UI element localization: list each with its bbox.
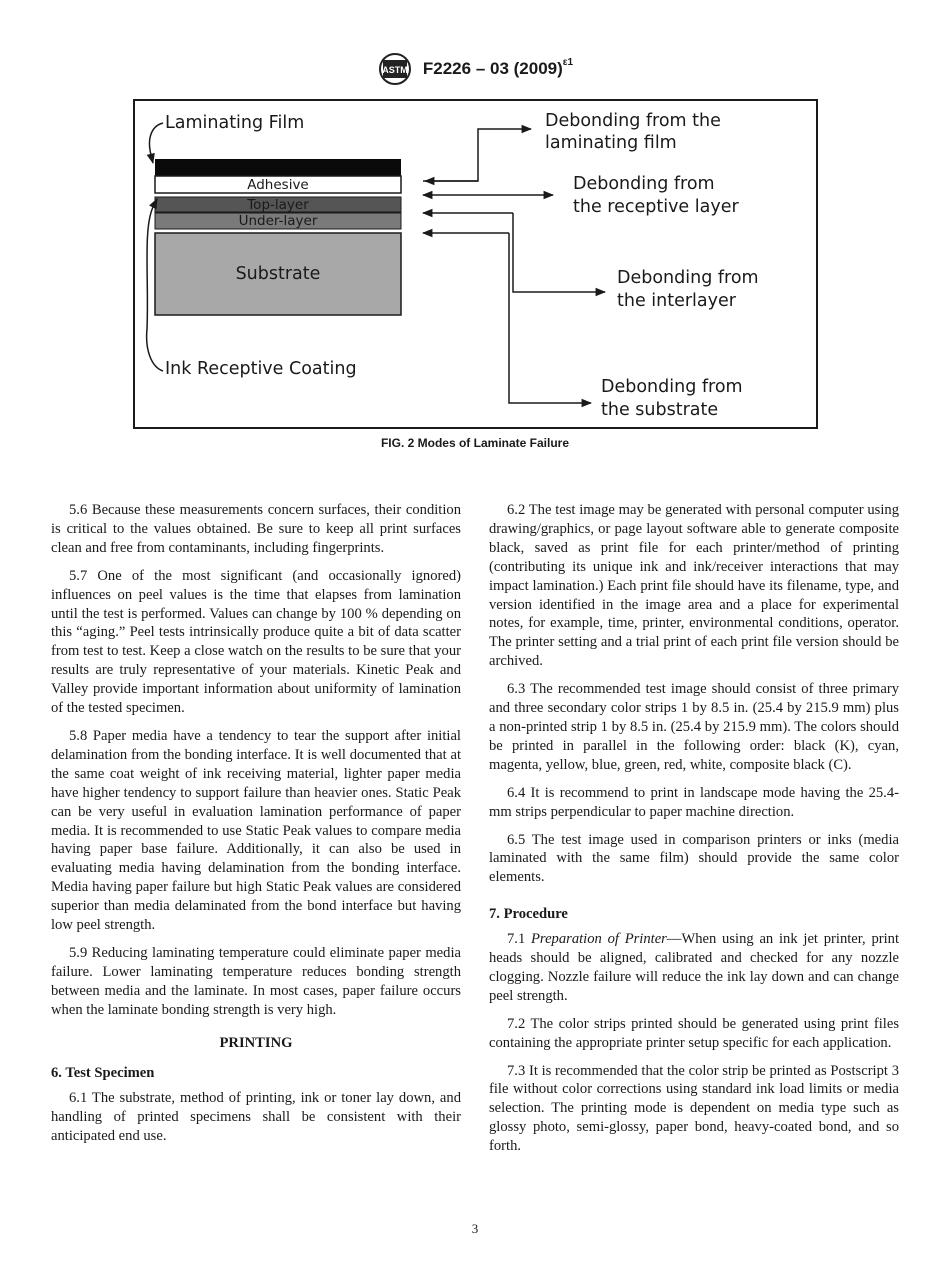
- label-adhesive: Adhesive: [247, 177, 309, 193]
- heading-printing: PRINTING: [219, 1034, 293, 1051]
- page-number: 3: [471, 1221, 479, 1236]
- label-debond-inter-line2: the interlayer: [617, 291, 736, 311]
- paragraph-5-6: 5.6 Because these measurements concern surfaces, their condition is critical to the values obtained. Be sure to keep all print surfaces clean and free from contaminants, including fingerprints.: [51, 502, 461, 556]
- heading-test-specimen: 6. Test Specimen: [51, 1065, 155, 1082]
- epsilon-superscript: ε1: [562, 57, 574, 69]
- left-column: [51, 501, 461, 1155]
- debond-inter-arrow-right: [513, 213, 605, 292]
- label-under-layer: Under-layer: [238, 213, 318, 229]
- astm-logo-icon: [377, 52, 413, 86]
- laminating-film-pointer: [150, 123, 164, 163]
- page-header: [0, 52, 950, 86]
- figure-caption: FIG. 2 Modes of Laminate Failure: [380, 436, 570, 450]
- laminating-film-layer: [155, 159, 401, 176]
- paragraph-7-1-number: 7.1: [507, 931, 532, 948]
- document-designation: F2226 – 03 $(2009)^{\varepsilon 1}$: [422, 57, 574, 78]
- label-debond-receptive-line2: the receptive layer: [573, 197, 739, 217]
- right-column: [489, 501, 899, 1165]
- paragraph-6-2: 6.2 The test image may be generated with personal computer using drawing/graphics, or page layout software able to generate composite black, saved as print file for each printer/method of printing (contributing its unique ink and ink/receiver interactions that may impact lamination.) Each print file should have its filename, type, and version identified in the image area and a place for experimental notes, for example, time, printer, environmental conditions, operator. The printer setting and a trial print of each print file version should be archived.: [489, 502, 899, 670]
- paragraph-7-1-title: Preparation of Printer: [531, 931, 667, 948]
- paragraph-7-1-text: —When using an ink jet printer, print heads should be aligned, calibrated and checked for any nozzle clogging. Nozzle failure will reduce the ink lay down and can change peel strength.: [489, 931, 900, 1004]
- label-top-layer: Top-layer: [247, 197, 309, 213]
- svg-text:ASTM: ASTM: [382, 65, 408, 75]
- paragraph-7-3: 7.3 It is recommended that the color strip be printed as Postscript 3 file without color corrections using standard ink load limits or media selection. The printing mode is dependent on media type such as glossy photo, semi-glossy, paper bond, heavy-coated bond, and so forth.: [489, 1062, 899, 1155]
- label-debond-inter-line1: Debonding from: [617, 268, 759, 288]
- paragraph-5-9: 5.9 Reducing laminating temperature could eliminate paper media failure. Lower laminating temperature reduces bonding strength between media and the laminate. In most cases, paper failure occurs when the laminate bonding strength is very high.: [51, 944, 461, 1018]
- laminate-failure-figure: [133, 99, 818, 429]
- heading-procedure: 7. Procedure: [489, 906, 568, 923]
- label-debond-film-line2: laminating film: [545, 133, 677, 153]
- label-debond-receptive-line1: Debonding from: [573, 174, 715, 194]
- label-debond-film-line1: Debonding from the: [545, 111, 721, 131]
- label-substrate: Substrate: [235, 264, 321, 284]
- paragraph-6-3: 6.3 The recommended test image should consist of three primary and three secondary color strips 1 by 8.5 in. (25.4 by 215.9 mm) plus a non-printed strip 1 by 8.5 in. (25.4 by 215.9 mm). The colors should be printed in parallel in the following order: black (K), cyan, magenta, yellow, blue, green, red, white, composite black (C).: [489, 681, 899, 773]
- paragraph-5-7: 5.7 One of the most significant (and occasionally ignored) influences on peel values is the time that elapses from lamination until the test is performed. Values can change by 100 % depending on this “aging.” Peel tests intrinsically produce quite a bit of data scatter from test to test. Keep a close watch on the results to be sure that your results are truly representative of your materials. Kinetic Peak and Valley provide important information about uniformity of lamination of the tested specimen.: [51, 567, 461, 717]
- paragraph-6-4: 6.4 It is recommend to print in landscape mode having the 25.4-mm strips perpendicular to paper machine direction.: [489, 784, 899, 820]
- paragraph-7-2: 7.2 The color strips printed should be generated using print files containing the appropriate printer setup specific for each application.: [489, 1015, 899, 1051]
- paragraph-6-5: 6.5 The test image used in comparison printers or inks (media laminated with the same film) should provide the same color elements.: [489, 831, 899, 886]
- paragraph-6-1: 6.1 The substrate, method of printing, ink or toner lay down, and handling of printed specimens shall be consistent with their anticipated end use.: [51, 1090, 461, 1145]
- label-laminating-film: Laminating Film: [165, 113, 305, 133]
- label-debond-sub-line2: the substrate: [601, 400, 719, 420]
- label-debond-sub-line1: Debonding from: [601, 377, 743, 397]
- label-ink-receptive-coating: Ink Receptive Coating: [165, 359, 357, 379]
- paragraph-7-1: [489, 930, 899, 1006]
- debond-film-arrow-right: [423, 129, 531, 181]
- debond-sub-arrow-right: [509, 233, 591, 403]
- paragraph-5-8: 5.8 Paper media have a tendency to tear the support after initial delamination from the bonding interface. It is well documented that at the same coat weight of ink receiving material, lighter paper media have higher tendency to support failure than heavier ones. Static Peak can be very useful in evaluation lamination performance of paper media. It is recommended to use Static Peak values to compare media having paper base failure. Additionally, it can also be used in evaluating media having delamination from the bonding interface. Media having paper failure but high Static Peak values are considered superior than media delaminated from the bond interface but having low peel strength.: [51, 727, 461, 934]
